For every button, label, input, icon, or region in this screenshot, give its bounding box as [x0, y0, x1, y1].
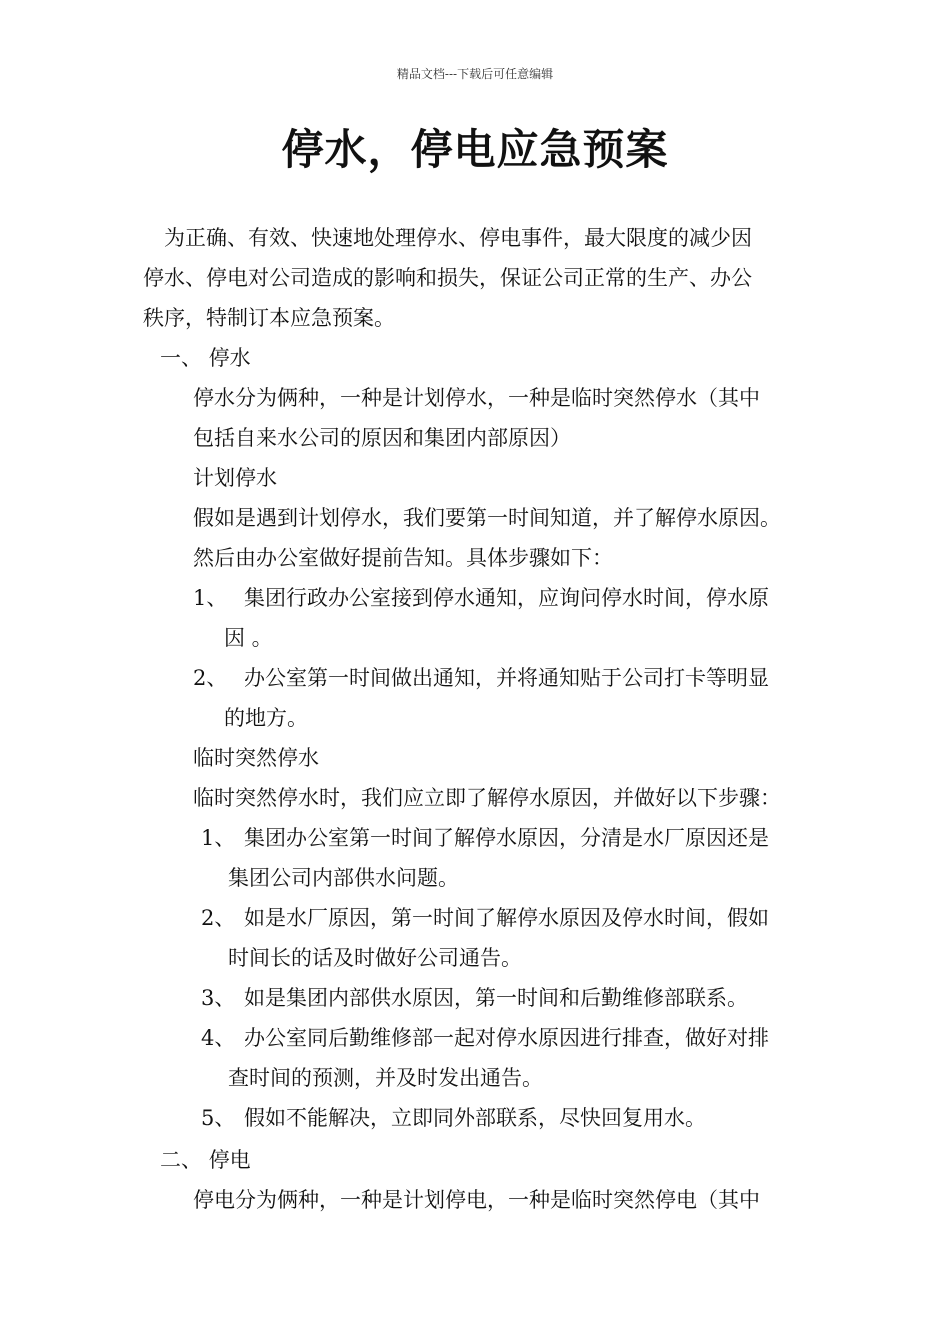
planned-step-2-line-1: 办公室第一时间做出通知，并将通知贴于公司打卡等明显	[244, 666, 769, 690]
planned-desc-line-2: 然后由办公室做好提前告知。具体步骤如下：	[193, 546, 613, 570]
intro-line-2: 停水、停电对公司造成的影响和损失，保证公司正常的生产、办公	[143, 266, 752, 290]
sudden-step-5-line-1: 假如不能解决，立即同外部联系，尽快回复用水。	[244, 1106, 706, 1130]
subheading-sudden-outage: 临时突然停水	[193, 746, 319, 770]
planned-step-2-number: 2、	[193, 666, 228, 690]
intro-line-1: 为正确、有效、快速地处理停水、停电事件，最大限度的减少因	[164, 226, 752, 250]
section-heading-water: 一、 停水	[160, 346, 251, 370]
subheading-planned-outage: 计划停水	[193, 466, 277, 490]
water-overview-line-1: 停水分为俩种，一种是计划停水，一种是临时突然停水（其中	[193, 386, 760, 410]
sudden-step-3-number: 3、	[201, 986, 236, 1010]
intro-line-3: 秩序，特制订本应急预案。	[143, 306, 395, 330]
sudden-step-2-line-2: 时间长的话及时做好公司通告。	[228, 946, 522, 970]
power-overview-line-1: 停电分为俩种，一种是计划停电，一种是临时突然停电（其中	[193, 1188, 760, 1212]
planned-step-1-line-2: 因 。	[224, 626, 273, 650]
planned-step-1-number: 1、	[193, 586, 228, 610]
sudden-desc-line-1: 临时突然停水时，我们应立即了解停水原因，并做好以下步骤：	[193, 786, 781, 810]
sudden-step-3-line-1: 如是集团内部供水原因，第一时间和后勤维修部联系。	[244, 986, 748, 1010]
sudden-step-4-line-1: 办公室同后勤维修部一起对停水原因进行排查，做好对排	[244, 1026, 769, 1050]
section-heading-power: 二、 停电	[160, 1148, 251, 1172]
planned-step-1-line-1: 集团行政办公室接到停水通知，应询问停水时间，停水原	[244, 586, 769, 610]
sudden-step-1-line-1: 集团办公室第一时间了解停水原因，分清是水厂原因还是	[244, 826, 769, 850]
sudden-step-5-number: 5、	[201, 1106, 236, 1130]
page-header: 精品文档---下载后可任意编辑	[396, 67, 554, 81]
sudden-step-1-line-2: 集团公司内部供水问题。	[228, 866, 459, 890]
water-overview-line-2: 包括自来水公司的原因和集团内部原因）	[193, 426, 571, 450]
sudden-step-4-line-2: 查时间的预测，并及时发出通告。	[228, 1066, 543, 1090]
planned-desc-line-1: 假如是遇到计划停水，我们要第一时间知道，并了解停水原因。	[193, 506, 781, 530]
planned-step-2-line-2: 的地方。	[224, 706, 308, 730]
sudden-step-1-number: 1、	[201, 826, 236, 850]
sudden-step-2-number: 2、	[201, 906, 236, 930]
sudden-step-4-number: 4、	[201, 1026, 236, 1050]
sudden-step-2-line-1: 如是水厂原因，第一时间了解停水原因及停水时间，假如	[244, 906, 769, 930]
document-title: 停水，停电应急预案	[281, 125, 669, 174]
